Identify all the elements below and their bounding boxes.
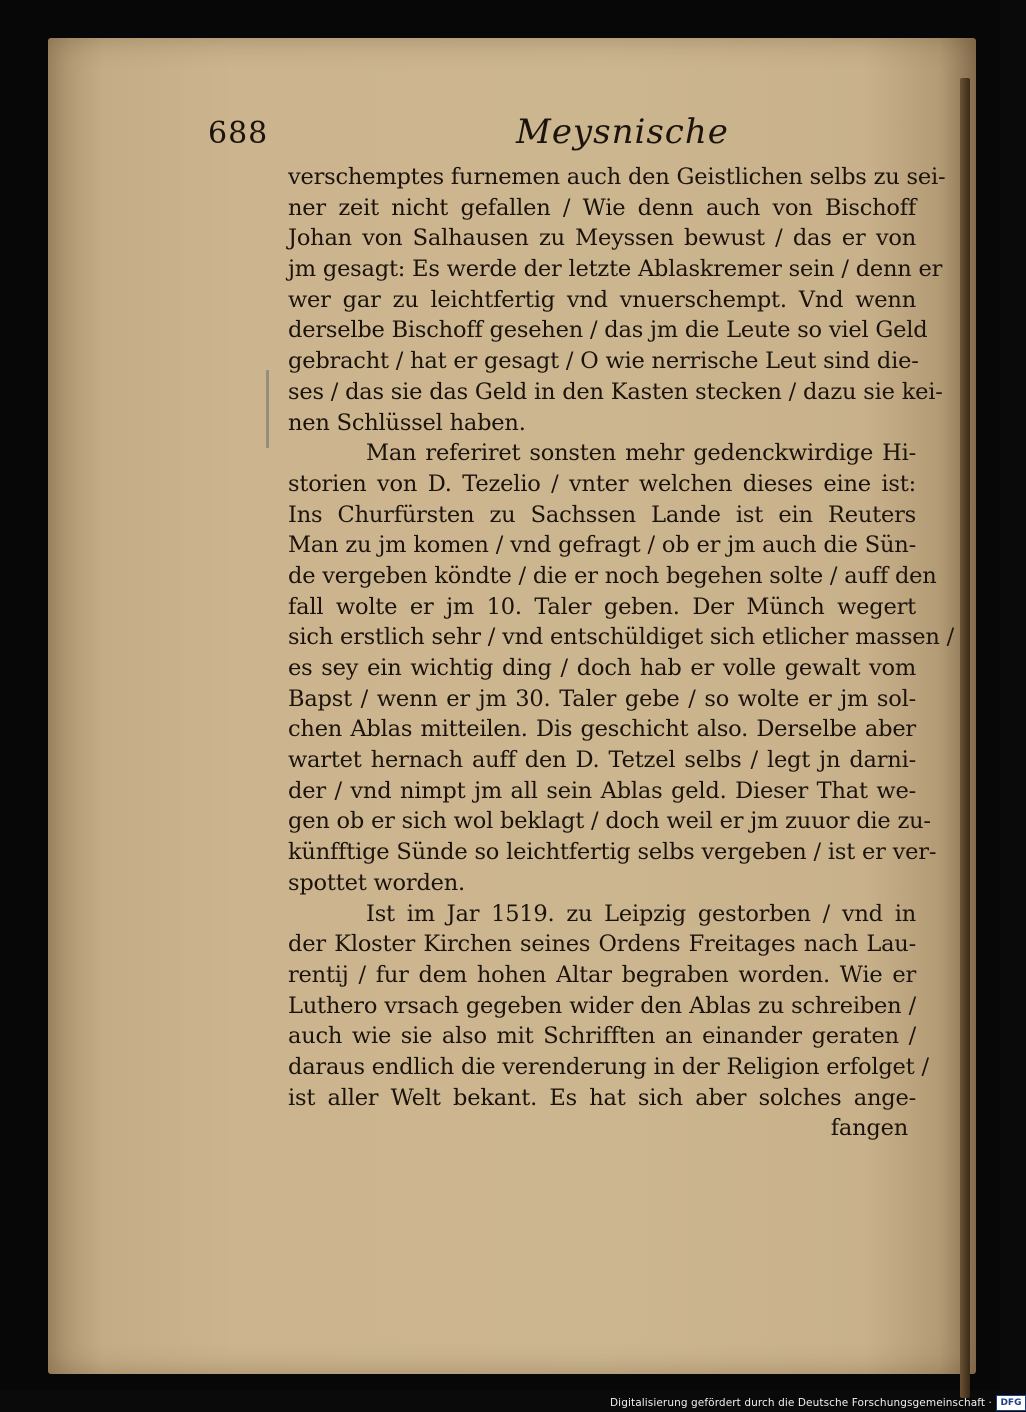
text-line: ist aller Welt bekant. Es hat sich aber solches ange- <box>288 1084 916 1111</box>
running-title: Meysnische <box>516 112 729 152</box>
text-line: künfftige Sünde so leichtfertig selbs vergeben / ist er ver- <box>288 839 937 866</box>
text-line: sich erstlich sehr / vnd entschüldiget sich etlicher massen / <box>288 624 954 651</box>
text-line: gebracht / hat er gesagt / O wie nerrische Leut sind die- <box>288 348 919 375</box>
body-text <box>288 162 954 1144</box>
paragraph-start-line: Ist im Jar 1519. zu Leipzig gestorben / vnd in <box>366 900 916 927</box>
dfg-logo: DFG <box>996 1395 1026 1411</box>
text-line: chen Ablas mitteilen. Dis geschicht also. Derselbe aber <box>288 716 916 743</box>
text-line: gen ob er sich wol beklagt / doch weil er jm zuuor die zu- <box>288 808 931 835</box>
text-line: der Kloster Kirchen seines Ordens Freitages nach Lau- <box>288 931 916 958</box>
text-line: Ins Churfürsten zu Sachssen Lande ist ein Reuters <box>288 501 916 528</box>
text-line: Johan von Salhausen zu Meyssen bewust / das er von <box>288 225 916 252</box>
text-line: jm gesagt: Es werde der letzte Ablaskremer sein / denn er <box>288 256 943 283</box>
text-line: ner zeit nicht gefallen / Wie denn auch von Bischoff <box>288 194 916 221</box>
text-line: daraus endlich die verenderung in der Religion erfolget / <box>288 1053 929 1080</box>
text-line: spottet worden. <box>288 869 466 896</box>
paragraph-start-line: Man referiret sonsten mehr gedenckwirdige Hi- <box>366 440 916 467</box>
text-line: ses / das sie das Geld in den Kasten stecken / dazu sie kei- <box>288 378 943 405</box>
catchword: fangen <box>830 1115 908 1142</box>
text-line: Bapst / wenn er jm 30. Taler gebe / so wolte er jm sol- <box>288 685 916 712</box>
text-line: derselbe Bischoff gesehen / das jm die Leute so viel Geld <box>288 317 928 344</box>
text-line: Man zu jm komen / vnd gefragt / ob er jm auch die Sün- <box>288 532 916 559</box>
text-line: fall wolte er jm 10. Taler geben. Der Münch wegert <box>288 593 916 620</box>
text-line: Luthero vrsach gegeben wider den Ablas zu schreiben / <box>288 992 916 1019</box>
text-line: auch wie sie also mit Schrifften an einander geraten / <box>288 1023 916 1050</box>
text-line: wartet hernach auff den D. Tetzel selbs / legt jn darni- <box>288 747 916 774</box>
text-line: nen Schlüssel haben. <box>288 409 526 436</box>
funding-credit: Digitalisierung gefördert durch die Deutsche Forschungsgemeinschaft · <box>610 1397 992 1409</box>
text-line: rentij / fur dem hohen Altar begraben worden. Wie er <box>288 961 916 988</box>
text-line: es sey ein wichtig ding / doch hab er volle gewalt vom <box>288 655 916 681</box>
text-line: der / vnd nimpt jm all sein Ablas geld. Dieser That we- <box>288 777 916 804</box>
text-line: de vergeben köndte / die er noch begehen solte / auff den <box>288 562 937 589</box>
page-edge <box>960 78 970 1398</box>
footer-banner <box>610 1394 1026 1412</box>
page-header <box>0 112 1000 162</box>
text-line: verschemptes furnemen auch den Geistlichen selbs zu sei- <box>288 164 946 190</box>
page-number: 688 <box>208 116 269 151</box>
text-line: wer gar zu leichtfertig vnd vnuerschempt. Vnd wenn <box>288 286 916 313</box>
margin-mark <box>266 370 269 448</box>
text-line: storien von D. Tezelio / vnter welchen dieses eine ist: <box>288 470 916 497</box>
